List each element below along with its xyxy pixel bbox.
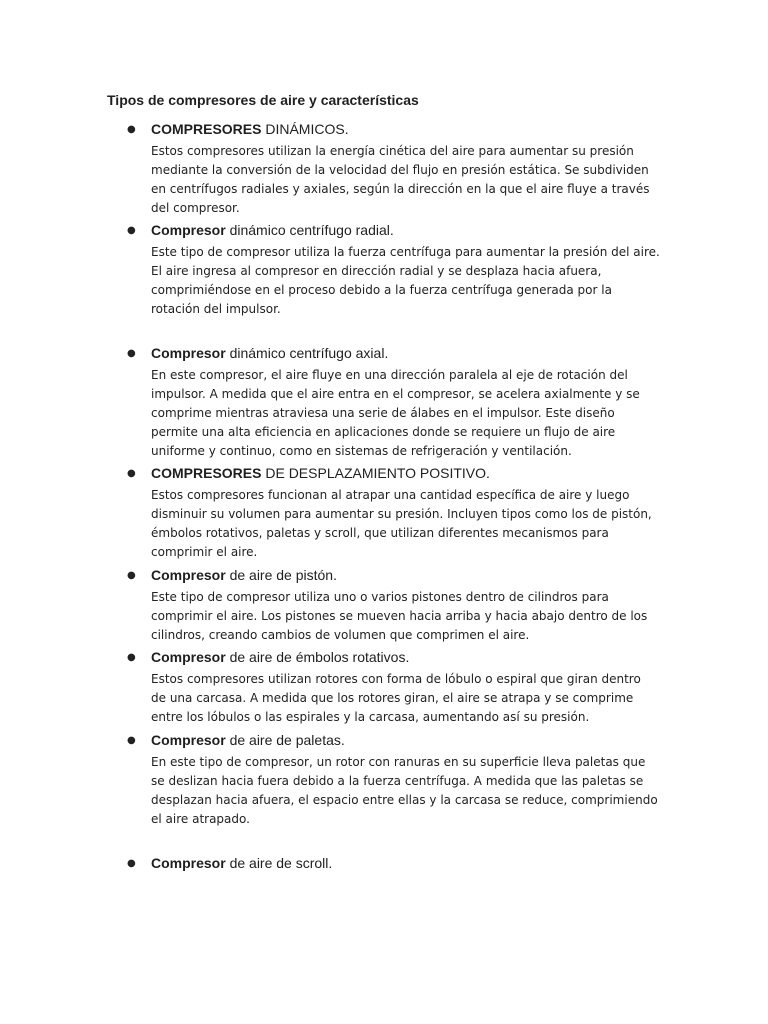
paragraph-line: Estos compresores utilizan rotores con forma de lóbulo o espiral que giran dentro [151,672,641,686]
paragraph-line: disminuir su volumen para aumentar su presión. Incluyen tipos como los de pistón, [151,507,652,521]
paragraph-line: rotación del impulsor. [151,302,281,316]
paragraph-line: En este compresor, el aire fluye en una dirección paralela al eje de rotación del [151,368,628,382]
section-heading-lead: Compresor [151,649,226,665]
section-heading-rest: de aire de paletas. [225,732,345,748]
bullet-icon: ● [127,735,136,746]
bullet-icon: ● [127,570,136,581]
section-heading [151,731,345,749]
paragraph-line: uniforme y continuo, como en sistemas de refrigeración y ventilación. [151,444,572,458]
section-paragraph [151,486,652,562]
paragraph-line: el aire atrapado. [151,812,250,826]
section-paragraph [151,753,658,829]
section-heading [151,464,490,482]
section-heading [151,566,337,584]
section-paragraph [151,670,641,727]
section-heading-rest: de aire de émbolos rotativos. [225,649,410,665]
section-heading-lead: COMPRESORES [151,465,262,481]
bullet-icon: ● [127,858,136,869]
section-heading-rest: de aire de scroll. [225,855,333,871]
section-heading [151,221,394,239]
paragraph-line: émbolos rotativos, paletas y scroll, que utilizan diferentes mecanismos para [151,526,609,540]
bullet-icon: ● [127,468,136,479]
section-paragraph [151,366,640,461]
paragraph-line: comprime mientras atraviesa una serie de álabes en el impulsor. Este diseño [151,406,615,420]
section-heading-rest: DINÁMICOS. [261,121,349,137]
paragraph-line: entre los lóbulos o las espirales y la carcasa, aumentando así su presión. [151,710,590,724]
bullet-icon: ● [127,124,136,135]
paragraph-line: del compresor. [151,201,240,215]
section-paragraph [151,142,650,218]
paragraph-line: Estos compresores utilizan la energía cinética del aire para aumentar su presión [151,144,634,158]
paragraph-line: desplazan hacia afuera, el espacio entre ellas y la carcasa se reduce, comprimiendo [151,793,658,807]
section-paragraph [151,588,647,645]
bullet-icon: ● [127,225,136,236]
paragraph-line: comprimiéndose en el proceso debido a la fuerza centrífuga generada por la [151,283,612,297]
paragraph-line: Este tipo de compresor utiliza uno o varios pistones dentro de cilindros para [151,590,609,604]
paragraph-line: Estos compresores funcionan al atrapar una cantidad específica de aire y luego [151,488,630,502]
section-heading-lead: Compresor [151,222,226,238]
paragraph-line: en centrífugos radiales y axiales, según la dirección en la que el aire fluye a través [151,182,650,196]
section-paragraph [151,243,660,319]
section-heading-lead: Compresor [151,345,226,361]
paragraph-line: permite una alta eficiencia en aplicaciones donde se requiere un flujo de aire [151,425,616,439]
section-heading-lead: Compresor [151,567,226,583]
section-heading-lead: Compresor [151,855,226,871]
paragraph-line: comprimir el aire. [151,545,258,559]
bullet-icon: ● [127,348,136,359]
paragraph-line: En este tipo de compresor, un rotor con ranuras en su superficie lleva paletas que [151,755,646,769]
section-heading [151,120,349,138]
paragraph-line: cilindros, creando cambios de volumen que comprimen el aire. [151,628,530,642]
section-heading-rest: DE DESPLAZAMIENTO POSITIVO. [261,465,490,481]
paragraph-line: de una carcasa. A medida que los rotores giran, el aire se atrapa y se comprime [151,691,634,705]
section-heading [151,854,332,872]
section-heading-rest: dinámico centrífugo axial. [225,345,389,361]
section-heading-rest: dinámico centrífugo radial. [225,222,394,238]
section-heading-lead: COMPRESORES [151,121,262,137]
section-heading [151,344,388,362]
section-heading-lead: Compresor [151,732,226,748]
paragraph-line: impulsor. A medida que el aire entra en el compresor, se acelera axialmente y se [151,387,640,401]
paragraph-line: Este tipo de compresor utiliza la fuerza centrífuga para aumentar la presión del aire. [151,245,660,259]
paragraph-line: mediante la conversión de la velocidad del flujo en presión estática. Se subdividen [151,163,649,177]
section-heading [151,648,409,666]
document-title: Tipos de compresores de aire y características [107,92,419,108]
section-heading-rest: de aire de pistón. [225,567,337,583]
bullet-icon: ● [127,652,136,663]
paragraph-line: se deslizan hacia fuera debido a la fuerza centrífuga. A medida que las paletas se [151,774,644,788]
paragraph-line: El aire ingresa al compresor en dirección radial y se desplaza hacia afuera, [151,264,602,278]
paragraph-line: comprimir el aire. Los pistones se mueven hacia arriba y hacia abajo dentro de los [151,609,648,623]
